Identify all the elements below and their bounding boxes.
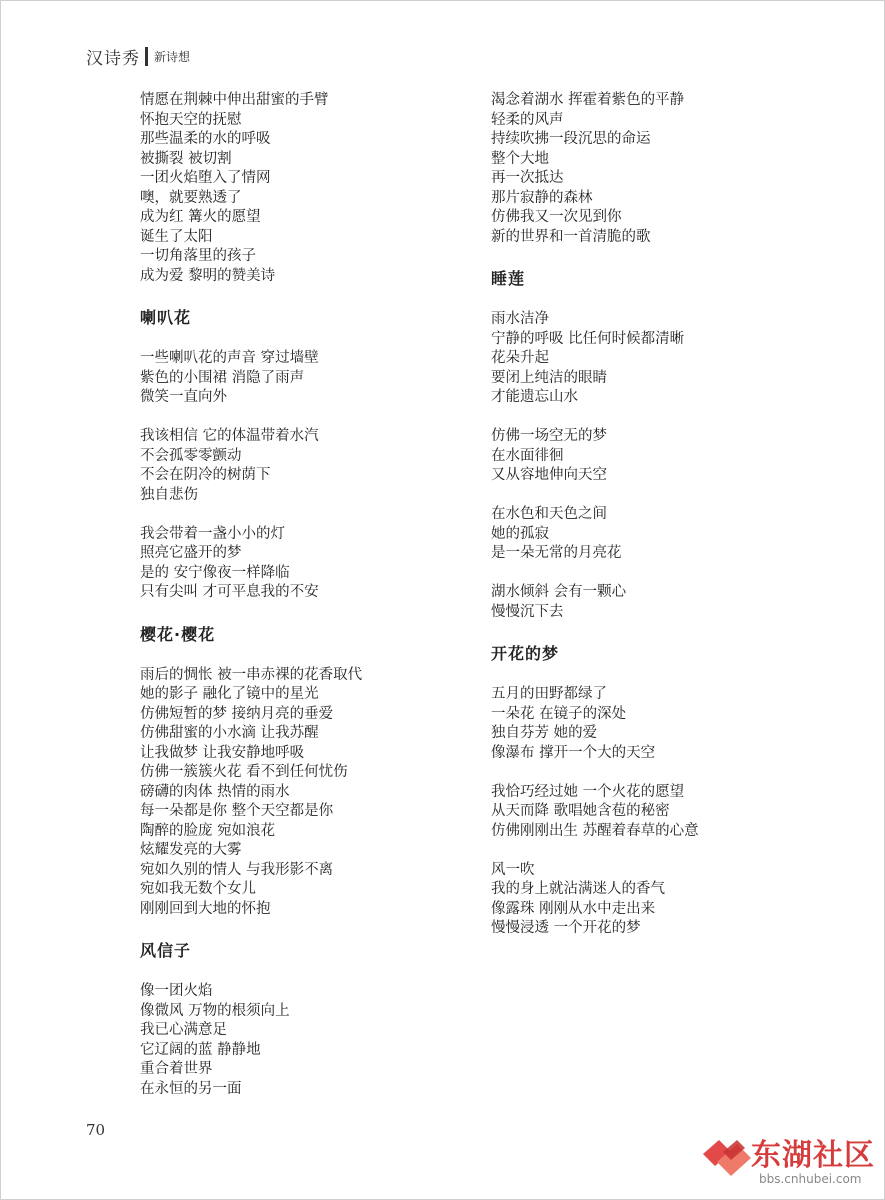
stanza: [140, 349, 490, 408]
poem-line: 像一团火焰: [140, 983, 213, 999]
poem-line: 像瀑布 撑开一个大的天空: [491, 744, 656, 761]
poem: [491, 268, 841, 622]
poem: [140, 624, 490, 920]
poem-line: 五月的田野都绿了: [491, 686, 607, 702]
poem-line: 我已心满意足: [140, 1022, 227, 1038]
stanza: [140, 525, 490, 603]
poem-line: 花朵升起: [491, 350, 549, 366]
poem-line: 在水面徘徊: [491, 447, 564, 464]
poem-title: 樱花·樱花: [140, 624, 216, 644]
poem-line: 它辽阔的蓝 静静地: [140, 1041, 261, 1058]
poem-title: 睡莲: [491, 269, 526, 288]
poem-title: 喇叭花: [140, 308, 192, 327]
poem-line: 被撕裂 被切割: [140, 150, 232, 167]
poem-line: 不会孤零零颤动: [140, 447, 242, 464]
poem-line: 独自悲伤: [140, 486, 198, 503]
poem-line: 又从容地伸向天空: [491, 467, 607, 483]
poem-line: 要闭上纯洁的眼睛: [491, 369, 607, 386]
watermark: [701, 1130, 879, 1194]
poem-line: 不会在阴冷的树荫下: [140, 467, 271, 483]
poem-line: 我恰巧经过她 一个火花的愿望: [491, 783, 685, 800]
page-number: 70: [86, 1121, 106, 1139]
left-column: [140, 91, 490, 1120]
poem-line: 是一朵无常的月亮花: [491, 545, 622, 561]
poem-line: 一团火焰堕入了情网: [140, 170, 271, 186]
stanza: [140, 427, 490, 505]
poem-line: 炫耀发亮的大雾: [140, 842, 242, 858]
poem-line: 像露珠 刚刚从水中走出来: [491, 900, 656, 917]
poem-title: 风信子: [140, 941, 192, 960]
poem: [140, 940, 490, 1099]
poem-line: 新的世界和一首清脆的歌: [491, 228, 651, 245]
stanza: [491, 861, 841, 939]
poem-line: 我会带着一盏小小的灯: [140, 525, 285, 542]
poem-line: 慢慢浸透 一个开花的梦: [491, 920, 641, 936]
poem-line: 宛如久别的情人 与我形影不离: [140, 861, 334, 878]
poem-line: 轻柔的风声: [491, 111, 564, 128]
stanza: [491, 427, 841, 486]
poem-line: 一切角落里的孩子: [140, 248, 256, 264]
poem-line: 独自芬芳 她的爱: [491, 725, 598, 741]
poem-line: 渴念着湖水 挥霍着紫色的平静: [491, 92, 685, 108]
stanza: [491, 505, 841, 564]
poem-line: 一些喇叭花的声音 穿过墙壁: [140, 350, 319, 366]
poem-line: 湖水倾斜 会有一颗心: [491, 584, 627, 600]
poem-line: 只有尖叫 才可平息我的不安: [140, 584, 319, 600]
poem-line: 那些温柔的水的呼吸: [140, 131, 271, 147]
poem-line: 是的 安宁像夜一样降临: [140, 564, 290, 581]
poem-title: 开花的梦: [491, 644, 560, 663]
header-divider: [145, 47, 148, 66]
poem-line: 成为爱 黎明的赞美诗: [140, 267, 276, 284]
poem-line: 让我做梦 让我安静地呼吸: [140, 744, 305, 761]
poem-line: 一朵花 在镜子的深处: [491, 705, 627, 722]
poem-line: 怀抱天空的抚慰: [140, 111, 242, 128]
stanza: [491, 583, 841, 622]
poem: [140, 307, 490, 603]
poem-line: 雨后的惆怅 被一串赤裸的花香取代: [140, 666, 363, 683]
poem-line: 情愿在荆棘中伸出甜蜜的手臂: [140, 92, 329, 108]
poem-line: 仿佛一簇簇火花 看不到任何忧伤: [140, 764, 348, 780]
stanza: [140, 91, 490, 286]
poem-line: 风一吹: [491, 861, 535, 878]
poem-line: 慢慢沉下去: [491, 603, 564, 620]
poem-line: 宁静的呼吸 比任何时候都清晰: [491, 330, 685, 347]
poem-line: 重合着世界: [140, 1061, 213, 1077]
poem-line: 仿佛短暂的梦 接纳月亮的垂爱: [140, 705, 334, 722]
poem-line: 刚刚回到大地的怀抱: [140, 900, 271, 917]
poem-line: 从天而降 歌唱她含苞的秘密: [491, 803, 670, 819]
poem-line: 雨水洁净: [491, 311, 549, 327]
poem-line: 在永恒的另一面: [140, 1080, 242, 1097]
poem-line: 紫色的小围裙 消隐了雨声: [140, 369, 305, 386]
poem-line: 在水色和天色之间: [491, 506, 607, 522]
continued-poem: [140, 91, 490, 286]
poem-line: 整个大地: [491, 150, 549, 167]
watermark-logo-icon: [701, 1132, 753, 1178]
poem-line: 她的孤寂: [491, 525, 549, 542]
poem-line: 照亮它盛开的梦: [140, 545, 242, 561]
column-title: 新诗想: [154, 49, 191, 64]
watermark-brand: 东湖社区: [751, 1138, 875, 1173]
stanza: [140, 982, 490, 1099]
poem-line: 磅礴的肉体 热情的雨水: [140, 783, 290, 800]
poem-line: 陶醉的脸庞 宛如浪花: [140, 822, 276, 839]
poem-line: 仿佛刚刚出生 苏醒着春草的心意: [491, 822, 699, 839]
stanza: [491, 685, 841, 763]
poem-line: 每一朵都是你 整个天空都是你: [140, 803, 334, 819]
stanza: [491, 783, 841, 842]
right-column: [491, 91, 841, 960]
poem-line: 诞生了太阳: [140, 228, 213, 245]
poem-line: 持续吹拂一段沉思的命运: [491, 131, 651, 147]
poem-line: 再一次抵达: [491, 170, 564, 186]
poem-line: 微笑一直向外: [140, 389, 227, 405]
poem-line: 才能遗忘山水: [491, 389, 578, 405]
poem-line: 我的身上就沾满迷人的香气: [491, 881, 665, 897]
watermark-url: bbs.cnhubei.com: [759, 1172, 862, 1186]
poem-line: 噢，就要熟透了: [140, 189, 242, 206]
poem-line: 我该相信 它的体温带着水汽: [140, 428, 319, 444]
poem-line: 仿佛甜蜜的小水滴 让我苏醒: [140, 725, 319, 741]
stanza: [491, 91, 841, 247]
poem-line: 成为红 篝火的愿望: [140, 209, 261, 225]
series-title: 汉诗秀: [86, 48, 140, 69]
stanza: [140, 666, 490, 920]
poem-line: 宛如我无数个女儿: [140, 881, 256, 897]
stanza: [491, 310, 841, 408]
poem-line: 那片寂静的森林: [491, 189, 593, 206]
poem-line: 仿佛一场空无的梦: [491, 428, 607, 444]
poem-line: 像微风 万物的根须向上: [140, 1002, 290, 1019]
poem-line: 她的影子 融化了镜中的星光: [140, 686, 319, 702]
poem-line: 仿佛我又一次见到你: [491, 209, 622, 225]
running-header: [86, 44, 190, 68]
continued-poem: [491, 91, 841, 247]
poem: [491, 643, 841, 939]
